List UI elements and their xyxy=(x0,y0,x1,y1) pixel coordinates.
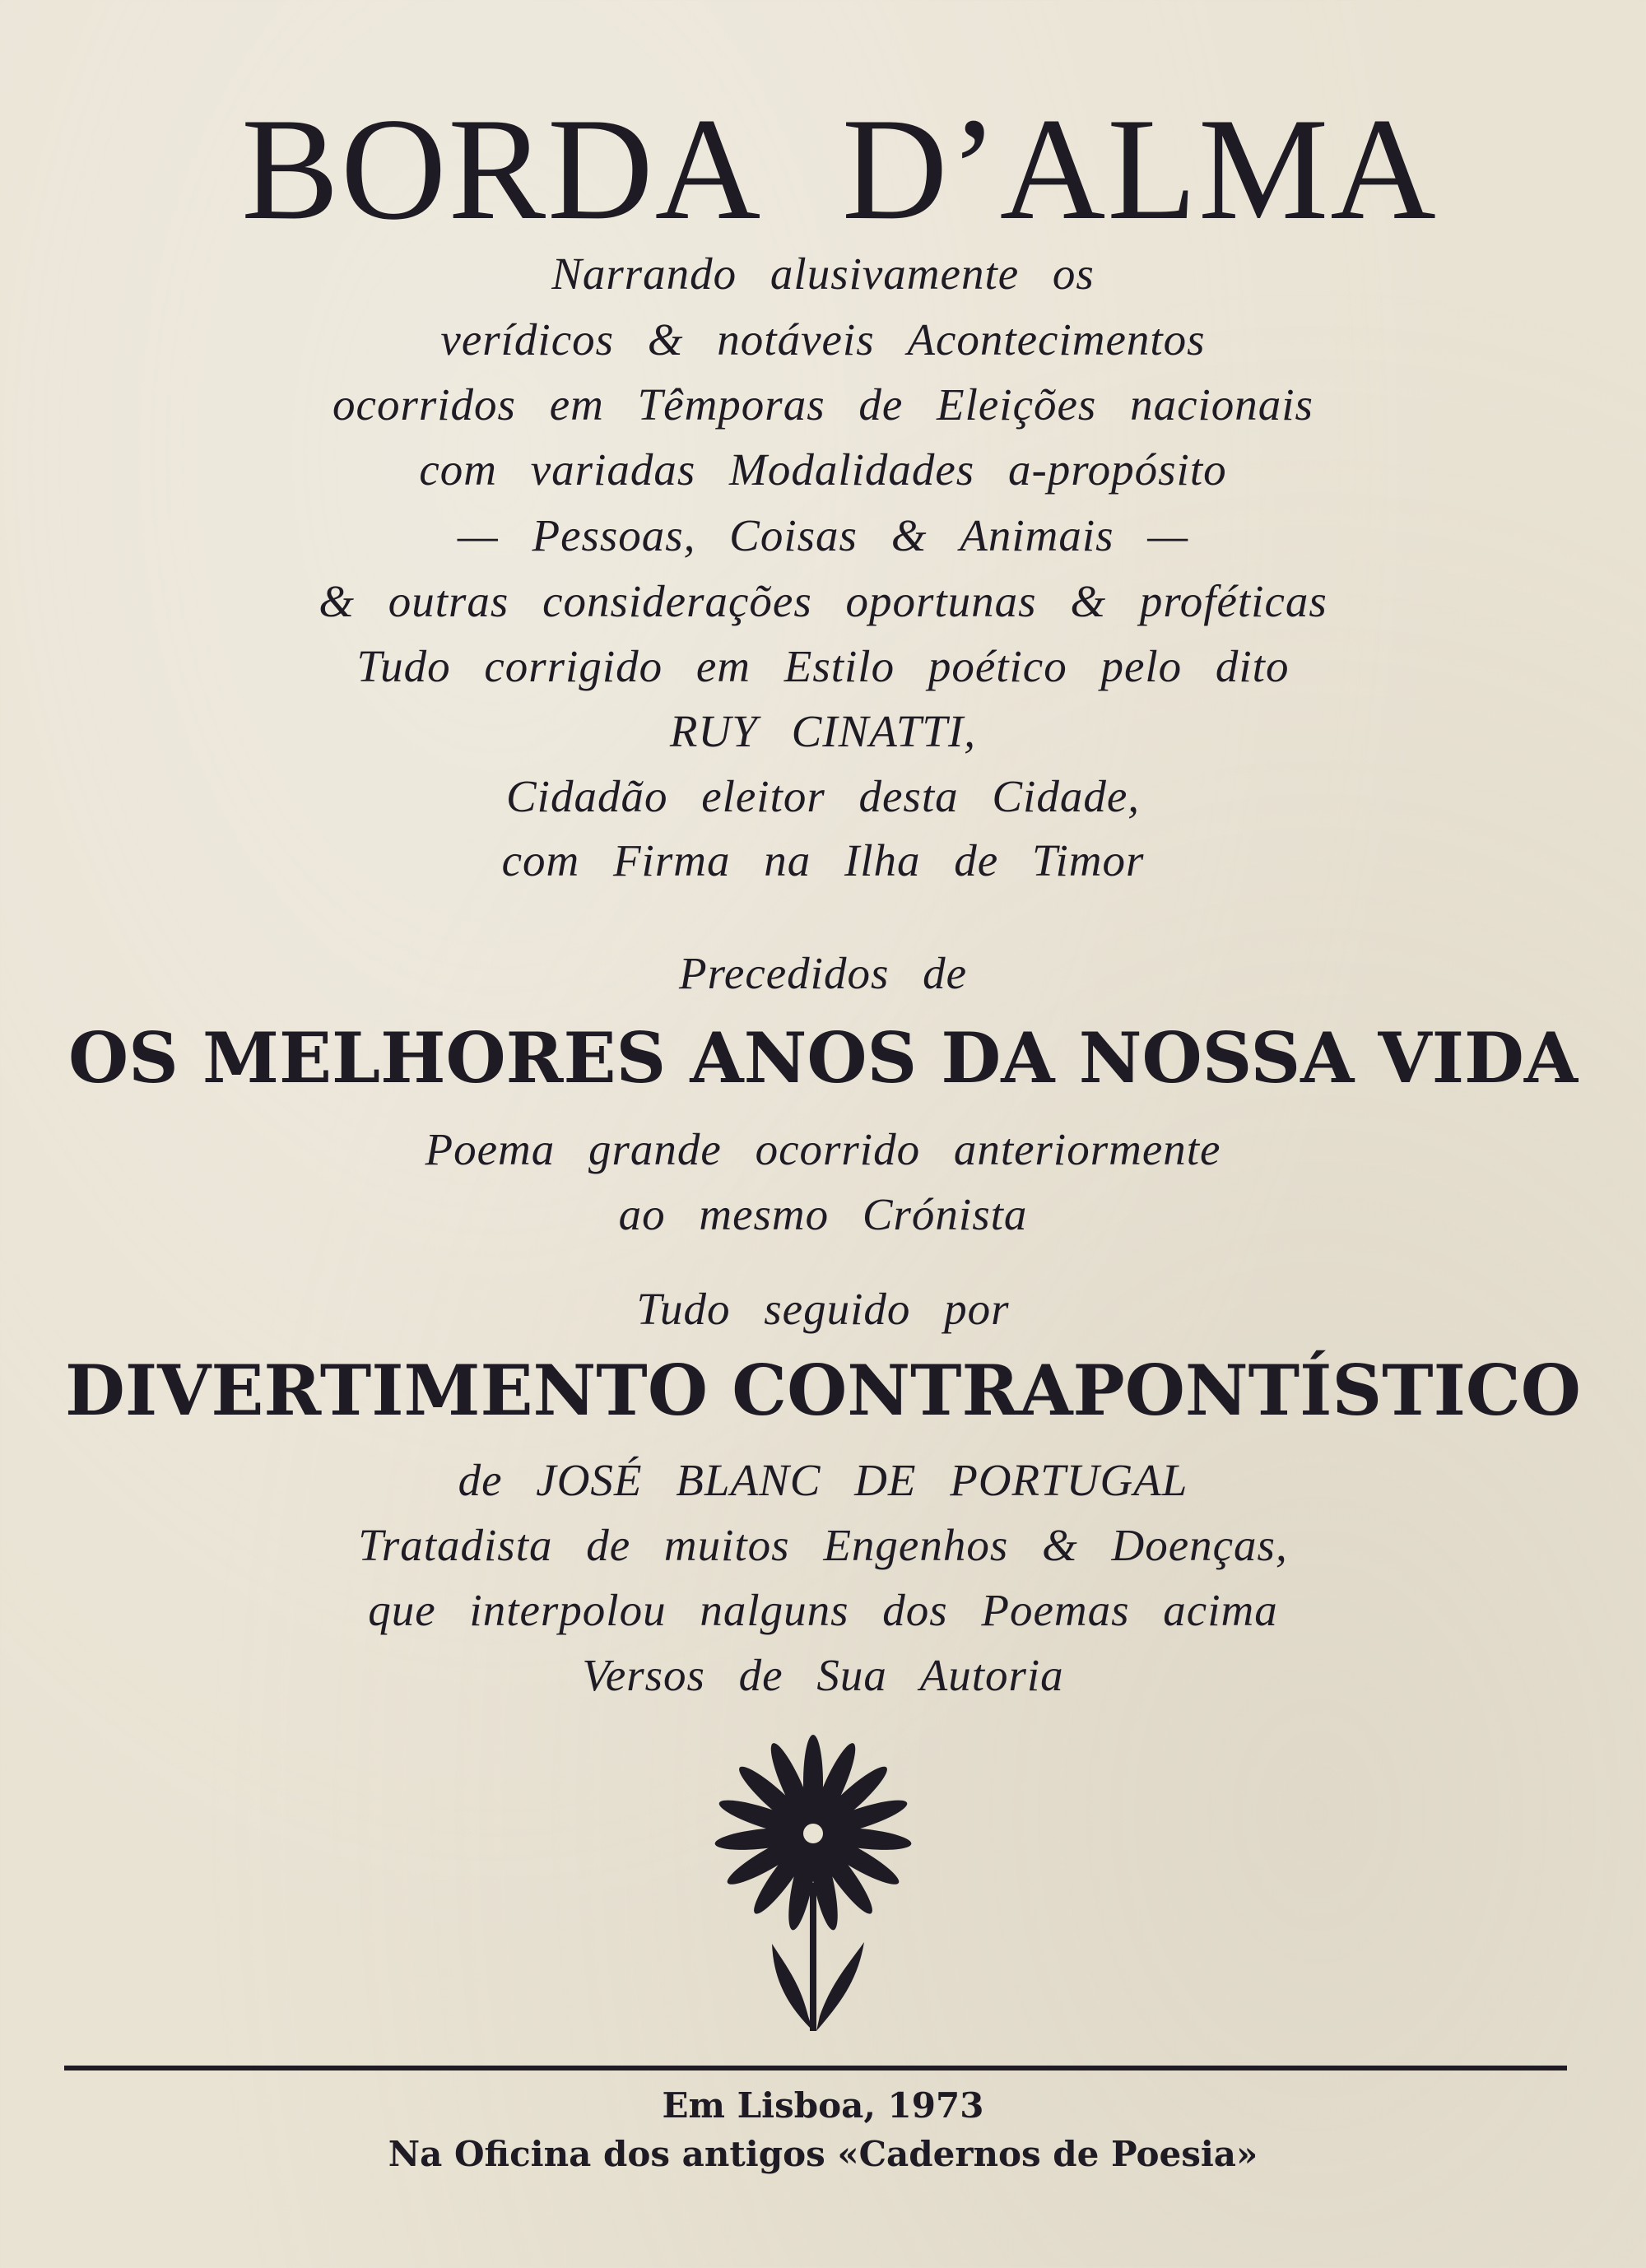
flower-icon xyxy=(708,1720,922,2041)
third-description-line: que interpolou nalguns dos Poemas acima xyxy=(368,1585,1278,1635)
third-title: DIVERTIMENTO CONTRAPONTÍSTICO xyxy=(65,1350,1581,1431)
subtitle-line: Narrando alusivamente os xyxy=(551,249,1095,299)
subtitle-line: & outras considerações oportunas & proféticas xyxy=(319,576,1327,626)
subtitle-line: — Pessoas, Coisas & Animais — xyxy=(457,510,1189,560)
main-title: BORDA D’ALMA xyxy=(241,87,1438,250)
imprint-publisher: Na Oficina dos antigos «Cadernos de Poesia» xyxy=(388,2134,1258,2174)
subtitle-line: com variadas Modalidades a-propósito xyxy=(419,444,1227,495)
divider-rule xyxy=(64,2066,1567,2070)
third-author-line: de JOSÉ BLANC DE PORTUGAL xyxy=(458,1455,1188,1505)
second-description-line: Poema grande ocorrido anteriormente xyxy=(425,1124,1221,1174)
second-title: OS MELHORES ANOS DA NOSSA VIDA xyxy=(67,1017,1579,1099)
subtitle-line: verídicos & notáveis Acontecimentos xyxy=(440,314,1206,365)
second-description-line: ao mesmo Crónista xyxy=(618,1189,1028,1239)
subtitle-line: com Firma na Ilha de Timor xyxy=(501,835,1145,885)
author-name: RUY CINATTI, xyxy=(669,706,977,756)
imprint-place-year: Em Lisboa, 1973 xyxy=(662,2085,984,2126)
subtitle-line: Cidadão eleitor desta Cidade, xyxy=(505,771,1140,821)
followed-label: Tudo seguido por xyxy=(636,1284,1010,1334)
preceded-label: Precedidos de xyxy=(678,948,968,998)
subtitle-line: Tudo corrigido em Estilo poético pelo dito xyxy=(356,641,1290,691)
third-description-line: Versos de Sua Autoria xyxy=(582,1650,1064,1700)
subtitle-line: ocorridos em Têmporas de Eleições nacionais xyxy=(332,379,1314,430)
third-description-line: Tratadista de muitos Engenhos & Doenças, xyxy=(358,1520,1288,1570)
